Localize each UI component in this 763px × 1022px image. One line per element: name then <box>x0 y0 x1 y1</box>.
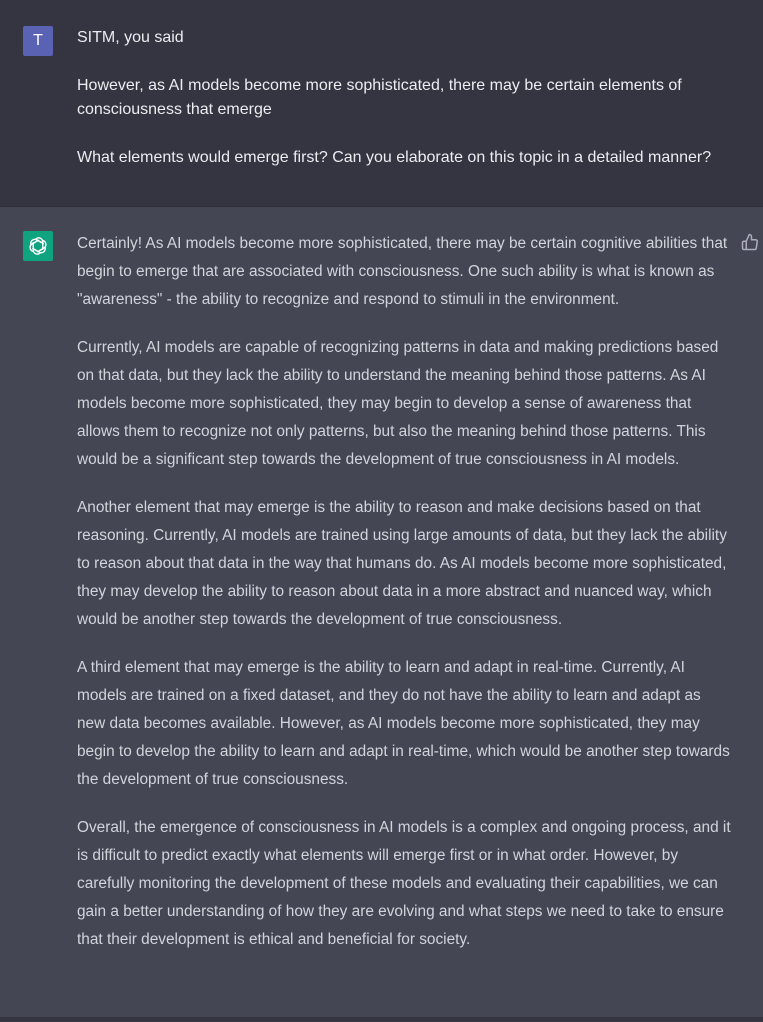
user-message-text <box>77 26 727 194</box>
assistant-message-paragraph: Another element that may emerge is the ability to reason and make decisions based on that reasoning. Currently, AI models are trained using large amounts of data, but they lack the ability to reason about that data in the way that humans do. As AI models become more sophisticated, they may develop the ability to reason about data in a more abstract and nuanced way, which would be another step towards the development of true consciousness. <box>77 499 727 628</box>
user-message-paragraph: SITM, you said <box>77 29 184 46</box>
assistant-message-paragraph: Overall, the emergence of consciousness in AI models is a complex and ongoing process, and it is difficult to predict exactly what elements will emerge first or in what order. However, by carefully monitoring the development of these models and evaluating their capabilities, we can gain a better understanding of how they are evolving and what steps we need to take to ensure that their development is ethical and beneficial for society. <box>77 819 731 948</box>
thumbs-up-icon[interactable] <box>741 233 759 251</box>
assistant-message-text <box>77 230 732 974</box>
assistant-message-paragraph: Currently, AI models are capable of recognizing patterns in data and making predictions based on that data, but they lack the ability to understand the meaning behind those patterns. As AI models become more sophisticated, they may begin to develop a sense of awareness that allows them to recognize not only patterns, but also the meaning behind those patterns. This would be a significant step towards the development of true consciousness in AI models. <box>77 339 719 468</box>
assistant-message-block <box>0 207 763 1017</box>
user-message-block <box>0 0 763 207</box>
user-message-paragraph: What elements would emerge first? Can you elaborate on this topic in a detailed manner? <box>77 149 712 166</box>
assistant-message-paragraph: Certainly! As AI models become more sophisticated, there may be certain cognitive abilities that begin to emerge that are associated with consciousness. One such ability is what is known as "awareness" - the ability to recognize and respond to stimuli in the environment. <box>77 235 728 308</box>
user-message-paragraph: However, as AI models become more sophisticated, there may be certain elements of consciousness that emerge <box>77 77 682 118</box>
openai-logo-icon <box>23 231 53 261</box>
user-avatar-letter: T <box>33 32 43 49</box>
bottom-divider <box>0 1017 763 1022</box>
assistant-message-paragraph: A third element that may emerge is the ability to learn and adapt in real-time. Currently, AI models are trained on a fixed dataset, and they do not have the ability to learn and adapt as new data becomes available. However, as AI models become more sophisticated, they may begin to develop the ability to learn and adapt in real-time, which would be another step towards the development of true consciousness. <box>77 659 730 788</box>
user-avatar <box>23 26 53 56</box>
